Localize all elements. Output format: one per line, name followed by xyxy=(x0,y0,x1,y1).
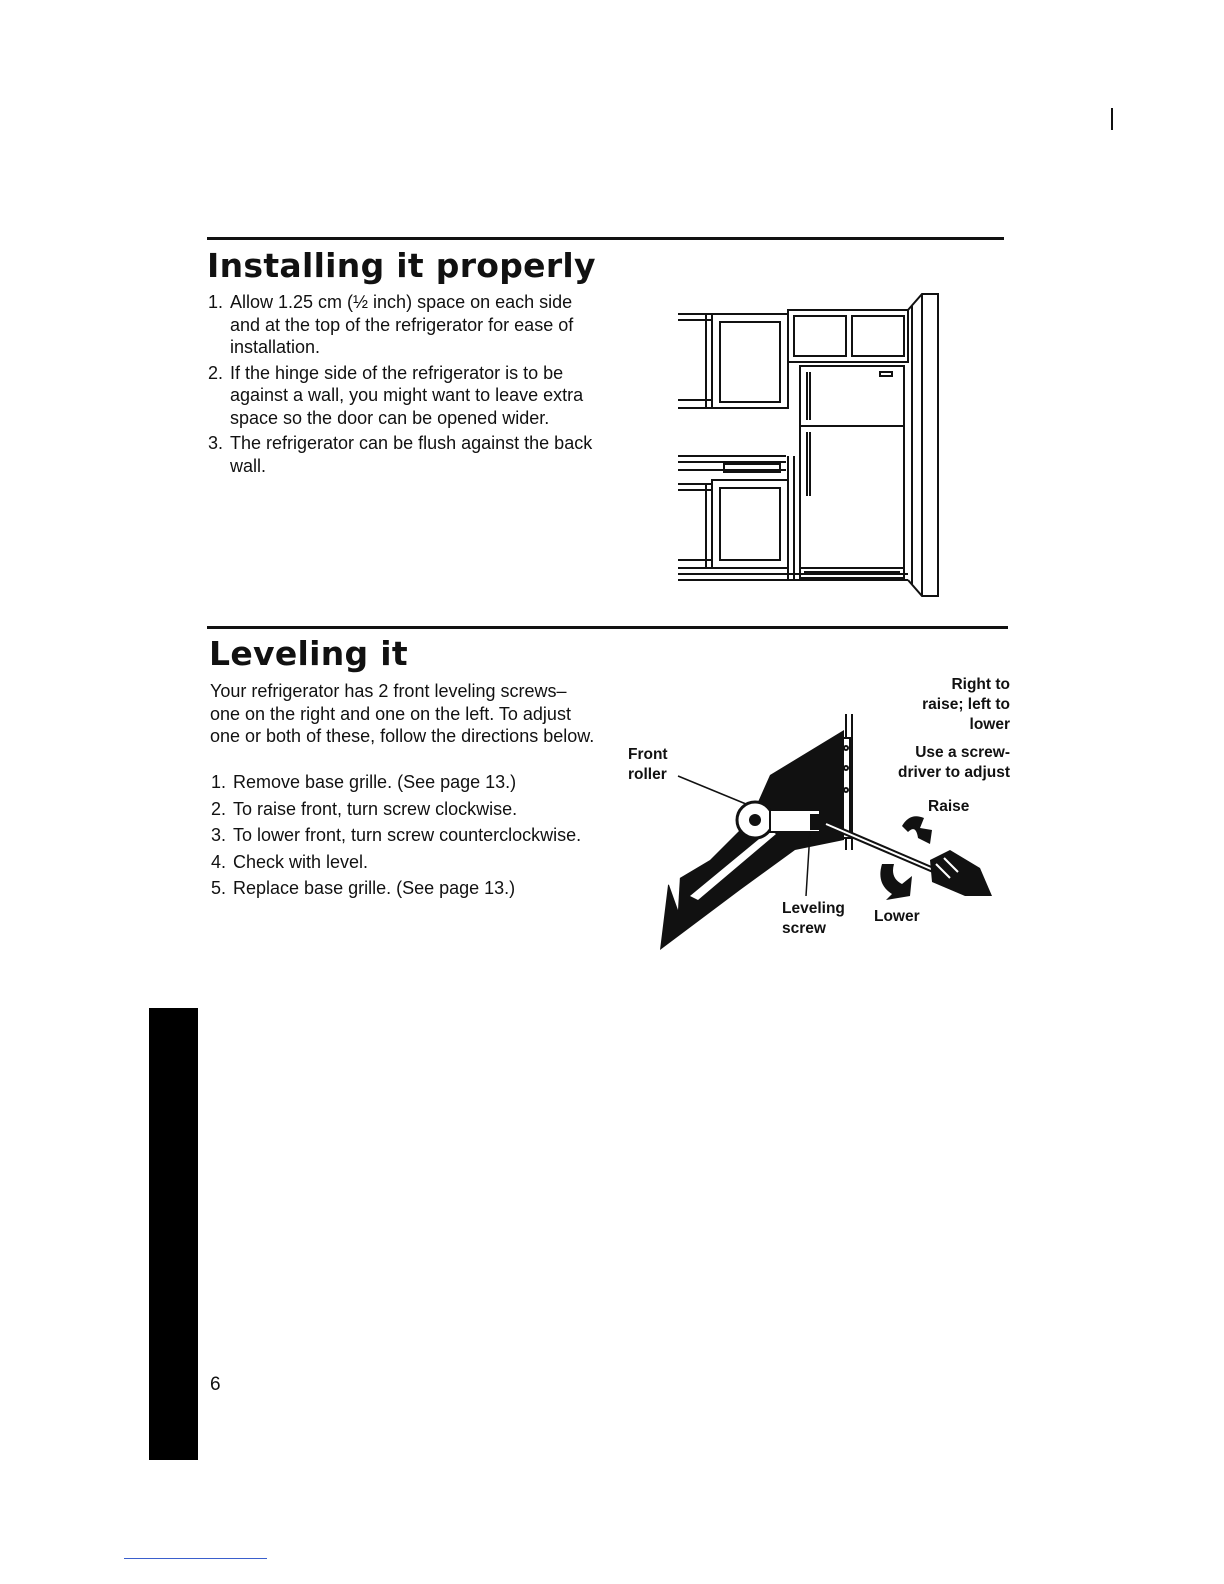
caption-lower: Lower xyxy=(874,908,920,925)
caption-front-roller: Front roller xyxy=(628,746,668,783)
installing-steps-list xyxy=(208,291,593,480)
list-item: 3. To lower front, turn screw counterclockwise. xyxy=(211,825,582,845)
leveling-intro: Your refrigerator has 2 front leveling screws–one on the right and one on the left. To adjust one or both of these, follow the directions below. xyxy=(210,681,595,746)
refrigerator-cabinet-illustration xyxy=(676,290,944,598)
footer-line xyxy=(124,1558,267,1559)
caption-leveling-screw: Leveling screw xyxy=(782,900,845,937)
list-item: 2. To raise front, turn screw clockwise. xyxy=(211,798,518,819)
caption-right-to-raise: Right to raise; left to lower xyxy=(922,676,1010,733)
page-number: 6 xyxy=(210,1374,221,1395)
section-rule-installing xyxy=(207,237,1004,240)
caption-use-screwdriver: Use a screw- driver to adjust xyxy=(898,744,1010,781)
list-item: 4. Check with level. xyxy=(211,851,369,872)
caption-raise: Raise xyxy=(928,798,970,815)
list-item: 5. Replace base grille. (See page 13.) xyxy=(211,878,516,898)
list-item: 1. Allow 1.25 cm (½ inch) space on each side and at the top of the refrigerator for ease of installation. xyxy=(208,292,574,357)
list-item: 3. The refrigerator can be flush against the back wall. xyxy=(208,433,593,476)
section-rule-leveling xyxy=(207,626,1008,629)
list-item: 2. If the hinge side of the refrigerator is to be against a wall, you might want to leave extra space so the door can be opened wider. xyxy=(208,362,584,428)
heading-installing: Installing it properly xyxy=(207,246,596,285)
heading-leveling: Leveling it xyxy=(209,634,408,673)
margin-mark xyxy=(1111,108,1113,130)
leveling-steps-list xyxy=(211,771,601,904)
section-tab-bar xyxy=(149,1008,198,1460)
list-item: 1. Remove base grille. (See page 13.) xyxy=(211,772,517,792)
